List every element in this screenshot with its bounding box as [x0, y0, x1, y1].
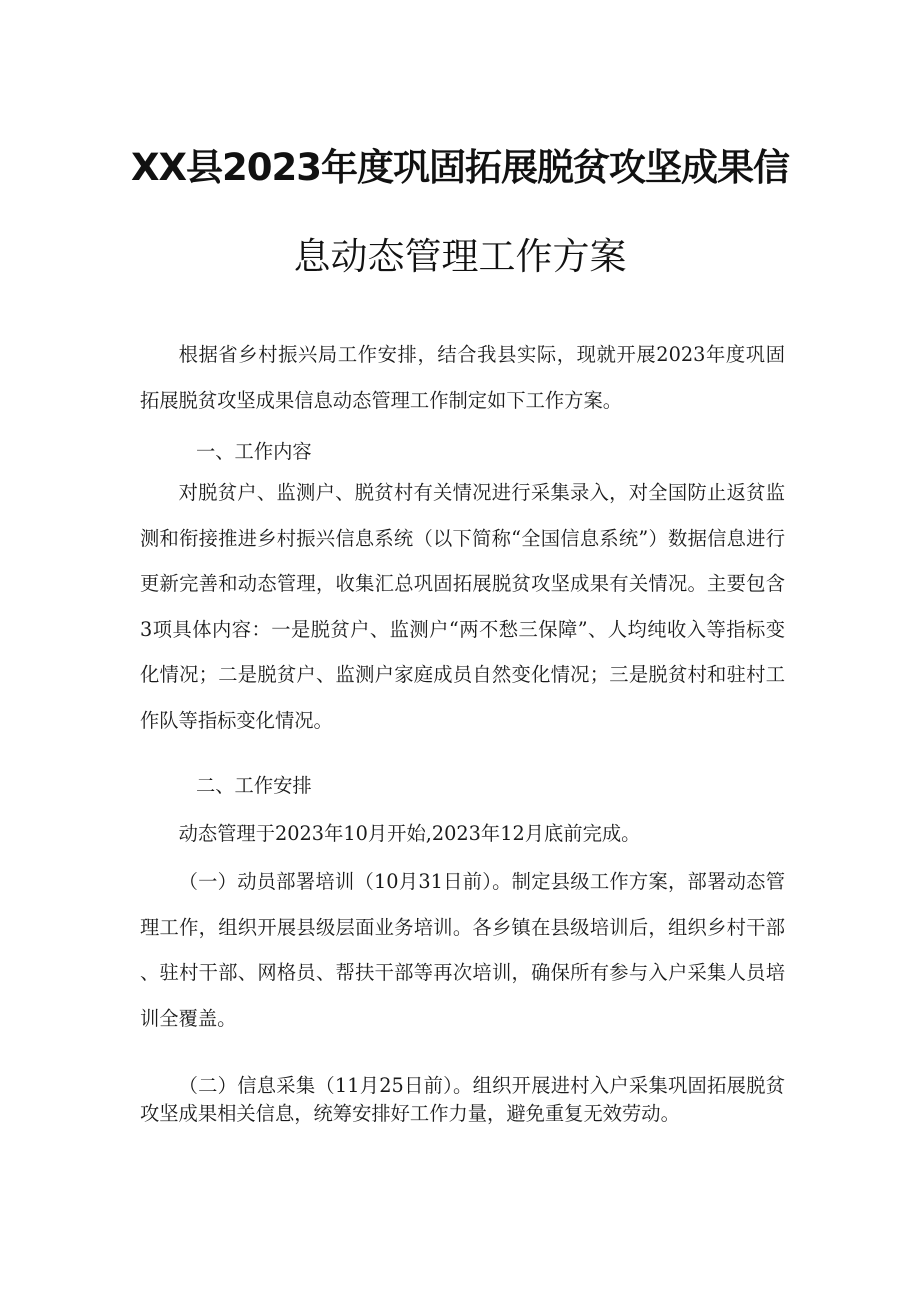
- item-2-paragraph: （二）信息采集（11月25日前）。组织开展进村入户采集巩固拓展脱贫攻坚成果相关信息，统筹安排好工作力量，避免重复无效劳动。: [140, 1074, 785, 1125]
- item-1-paragraph: （一）动员部署培训（10月31日前）。制定县级工作方案，部署动态管理工作，组织开展县级层面业务培训。各乡镇在县级培训后，组织乡村干部、驻村干部、网格员、帮扶干部等再次培训，确保所有参与入户采集人员培训全覆盖。: [140, 870, 785, 1030]
- section-1-body: 对脱贫户、监测户、脱贫村有关情况进行采集录入，对全国防止返贫监测和衔接推进乡村振兴信息系统（以下简称“全国信息系统”）数据信息进行更新完善和动态管理，收集汇总巩固拓展脱贫攻坚成果有关情况。主要包含3项具体内容：一是脱贫户、监测户“两不愁三保障”、人均纯收入等指标变化情况；二是脱贫户、监测户家庭成员自然变化情况；三是脱贫村和驻村工作队等指标变化情况。: [140, 481, 785, 732]
- intro-paragraph: 根据省乡村振兴局工作安排，结合我县实际，现就开展2023年度巩固拓展脱贫攻坚成果信息动态管理工作制定如下工作方案。: [140, 343, 785, 412]
- section-1-heading: 一、工作内容: [196, 440, 312, 463]
- document-title-line-1: XX县2023年度巩固拓展脱贫攻坚成果信: [130, 146, 790, 189]
- document-title-line-2: 息动态管理工作方案: [293, 235, 627, 278]
- section-2-heading: 二、工作安排: [196, 774, 312, 797]
- section-2-intro: 动态管理于2023年10月开始,2023年12月底前完成。: [178, 822, 641, 845]
